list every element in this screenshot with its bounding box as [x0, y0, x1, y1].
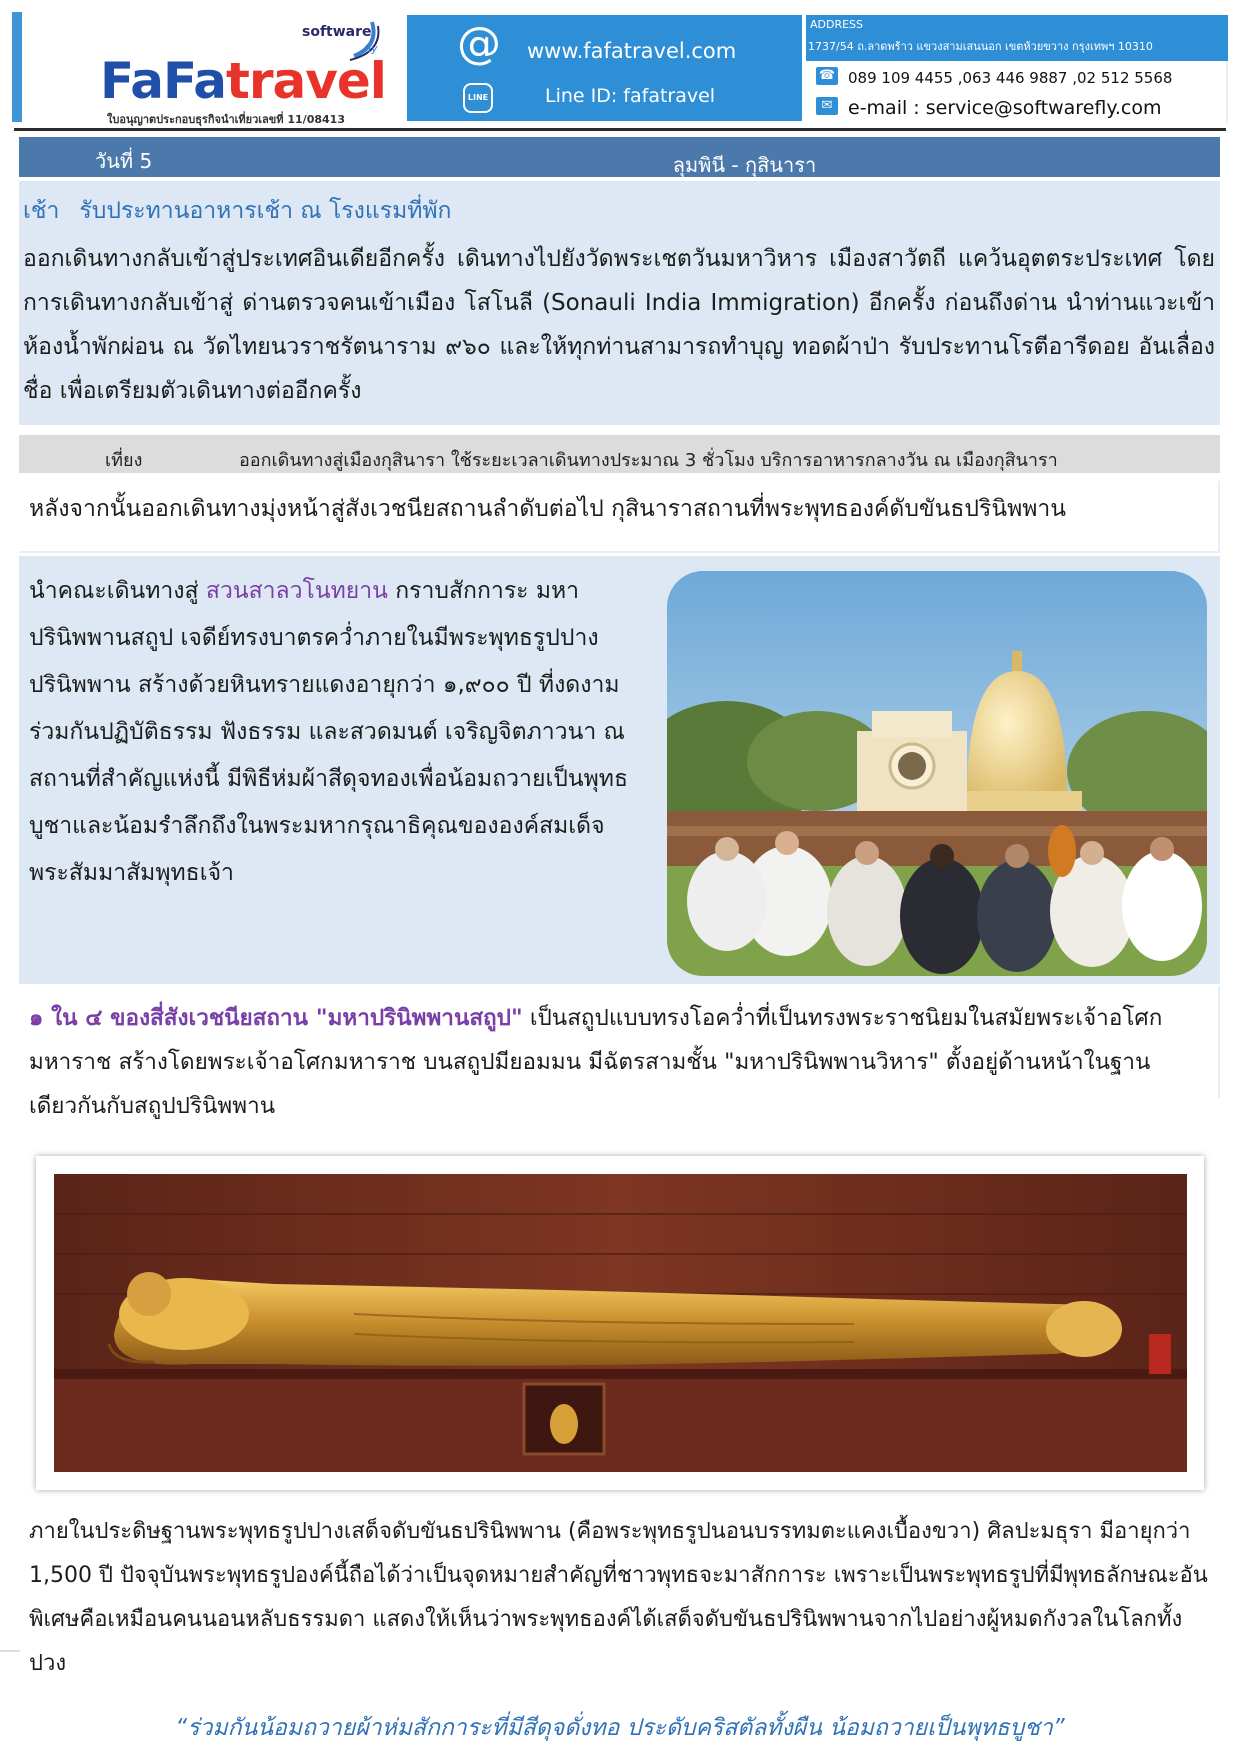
lunch-bar: [19, 435, 1220, 473]
park-name-highlight: สวนสาลวโนทยาน: [205, 578, 388, 604]
lunch-label: เที่ยง: [105, 450, 143, 471]
breakfast-text: รับประทานอาหารเช้า ณ โรงแรมที่พัก: [79, 198, 452, 224]
day-route: ลุมพินี - กุสินารา: [672, 153, 817, 177]
reclining-buddha-frame: [36, 1156, 1204, 1490]
morning-label: เช้า: [23, 198, 60, 224]
page-header: [12, 12, 1228, 124]
reclining-buddha-section: [19, 1510, 1220, 1685]
closing-quote: “ร่วมกันน้อมถวายผ้าห่มสักการะที่มีสีดุจดั่งทอ ประดับคริสตัลทั้งผืน น้อมถวายเป็นพุทธบูชา”: [175, 1715, 1065, 1741]
website-link[interactable]: www.fafatravel.com: [527, 39, 737, 63]
stupa-description: เป็นสถูปแบบทรงโอคว่ำที่เป็นทรงพระราชนิยมในสมัยพระเจ้าอโศกมหาราช สร้างโดยพระเจ้าอโศกมหาราช บนสถูปมียอมมน มีฉัตรสามชั้น "มหาปรินิพพานวิหาร" ตั้งอยู่ด้านหน้าในฐานเดียวกันกับสถูปปรินิพพาน: [29, 1005, 1163, 1119]
park-description: กราบสักการะ มหาปรินิพพานสถูป เจดีย์ทรงบาตรคว่ำภายในมีพระพุทธรูปปางปรินิพพาน สร้างด้วยหินทรายแดงอายุกว่า ๑,๙๐๐ ปี ที่งดงาม ร่วมกันปฏิบัติธรรม ฟังธรรม และสวดมนต์ เจริญจิตภาวนา ณ สถานที่สำคัญแห่งนี้ มีพิธีห่มผ้าสีดุจทองเพื่อน้อมถวายเป็นพุทธบูชาและน้อมรำลึกถึงในพระมหากรุณาธิคุณขององค์สมเด็จพระสัมมาสัมพุทธเจ้า: [29, 578, 628, 886]
park-section: [19, 556, 1220, 984]
park-intro: นำคณะเดินทางสู่: [29, 578, 206, 604]
email-address[interactable]: e-mail : service@softwarefly.com: [848, 97, 1162, 119]
brand-name: [100, 52, 386, 110]
fly-label: fly: [364, 42, 378, 55]
afternoon-text: หลังจากนั้นออกเดินทางมุ่งหน้าสู่สังเวชนียสถานลำดับต่อไป กุสินาราสถานที่พระพุทธองค์ดับขันธปรินิพพาน: [29, 496, 1067, 522]
company-logo: [24, 12, 404, 124]
stupa-paragraph: [29, 996, 1209, 1128]
breakfast-line: [23, 193, 451, 229]
mail-icon: ✉: [816, 97, 838, 115]
software-label: software: [302, 24, 372, 40]
reclining-buddha-illustration: [54, 1174, 1187, 1472]
header-divider: [14, 128, 1226, 131]
reclining-buddha-paragraph: ภายในประดิษฐานพระพุทธรูปปางเสด็จดับขันธปรินิพพาน (คือพระพุทธรูปนอนบรรทมตะแคงเบื้องขวา) ศิลปะมธุรา มีอายุกว่า 1,500 ปี ปัจจุบันพระพุทธรูปองค์นี้ถือได้ว่าเป็นจุดหมายสำคัญที่ชาวพุทธจะมาสักการะ เพราะเป็นพระพุทธรูปที่มีพุทธลักษณะอันพิเศษคือเหมือนคนนอนหลับธรรมดา แสดงให้เห็นว่าพระพุทธองค์ได้เสด็จดับขันธปรินิพพานจากไปอย่างผู้หมดกังวลในโลกทั้งปวง: [29, 1519, 1208, 1676]
address-box: [806, 15, 1228, 121]
line-app-icon: LINE: [463, 83, 493, 113]
margin-rule: [0, 1650, 20, 1652]
morning-paragraph: ออกเดินทางกลับเข้าสู่ประเทศอินเดียอีกครั้ง เดินทางไปยังวัดพระเชตวันมหาวิหาร เมืองสาวัตถี แคว้นอุตตระประเทศ โดยการเดินทางกลับเข้าสู่ ด่านตรวจคนเข้าเมือง โสโนลี (Sonauli India Immigration) อีกครั้ง ก่อนถึงด่าน นำท่านแวะเข้าห้องน้ำพักผ่อน ณ วัดไทยนวราชรัตนาราม ๙๖๐ และให้ทุกท่านสามารถทำบุญ ทอดผ้าป่า รับประทานโรตีอารีดอย อันเลื่องชื่อ เพื่อเตรียมตัวเดินทางต่ออีกครั้ง: [23, 246, 1215, 404]
stupa-photo: [667, 571, 1207, 976]
phone-numbers: 089 109 4455 ,063 446 9887 ,02 512 5568: [848, 69, 1173, 87]
stupa-illustration: [667, 571, 1207, 976]
contact-details: [806, 61, 1228, 123]
day-number: วันที่ 5: [95, 149, 153, 173]
brand-name-part2: travel: [225, 52, 386, 110]
morning-section: [19, 181, 1220, 425]
address-banner: [806, 15, 1228, 61]
logo-accent-strip: [12, 12, 22, 122]
address-text: 1737/54 ถ.ลาดพร้าว แขวงสามเสนนอก เขตห้วยขวาง กรุงเทพฯ 10310: [808, 40, 1153, 53]
brand-name-part1: FaFa: [100, 52, 226, 110]
lunch-text: ออกเดินทางสู่เมืองกุสินารา ใช้ระยะเวลาเดินทางประมาณ 3 ชั่วโมง บริการอาหารกลางวัน ณ เมืองกุสินารา: [239, 450, 1058, 471]
reclining-buddha-photo: [54, 1174, 1187, 1472]
address-label: ADDRESS: [810, 18, 864, 31]
afternoon-section: [19, 481, 1220, 553]
license-number: ใบอนุญาตประกอบธุรกิจนำเที่ยวเลขที่ 11/08413: [107, 113, 345, 126]
phone-icon: ☎: [816, 67, 838, 85]
park-paragraph: [29, 568, 634, 897]
at-sign-icon: @: [457, 18, 501, 69]
stupa-section: [19, 986, 1220, 1119]
day-bar: [19, 137, 1220, 177]
contact-box: [407, 15, 802, 121]
stupa-highlight: ๑ ใน ๔ ของสี่สังเวชนียสถาน "มหาปรินิพพานสถูป": [29, 1005, 523, 1031]
line-id: Line ID: fafatravel: [545, 85, 716, 107]
